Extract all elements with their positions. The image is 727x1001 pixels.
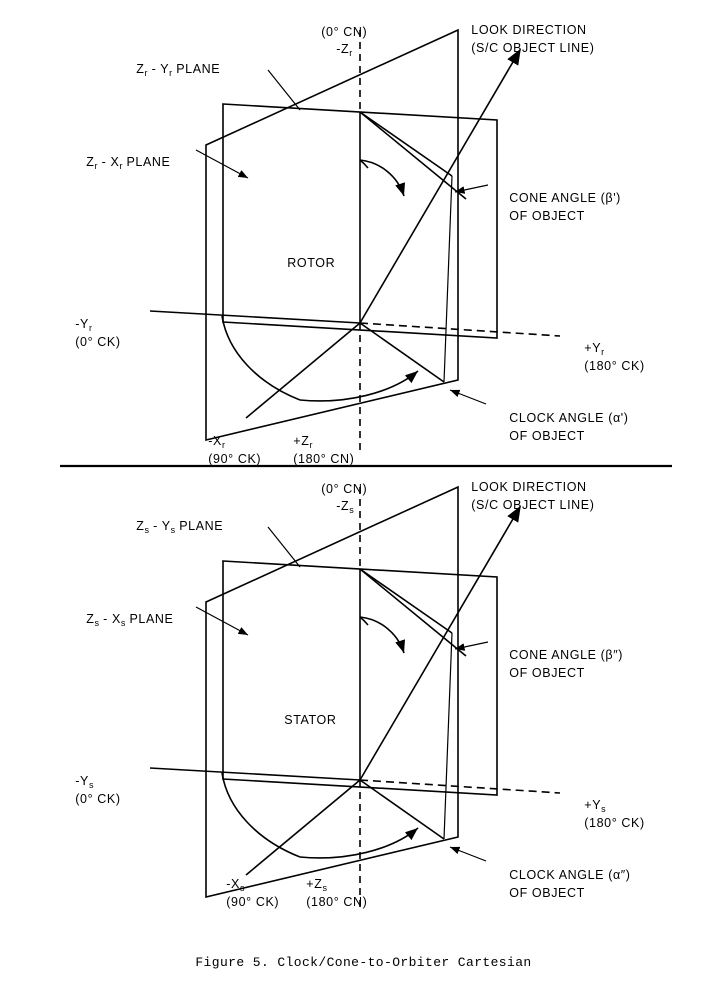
rotor-look-direction-label-1: LOOK DIRECTION [471, 23, 587, 37]
stator-clock-angle-label-2: OF OBJECT [509, 886, 585, 900]
stator-posy-axis [360, 780, 560, 793]
stator-top-axis-label: $-Z_s$ [336, 499, 354, 515]
stator-zy-plane-label: $Z_s - Y_s$ PLANE [136, 519, 224, 535]
rotor-clock-angle-arc [300, 371, 418, 401]
stator-posy-label-2: (180° CK) [584, 816, 645, 830]
stator-negy-axis [150, 768, 360, 780]
rotor-negx-axis [246, 323, 360, 418]
stator-zx-plane-label: $Z_s - X_s$ PLANE [86, 612, 174, 628]
rotor-zx-plane-label: $Z_r - X_r$ PLANE [86, 155, 171, 171]
rotor-negx-label-1: $-X_r$ [208, 434, 225, 450]
rotor-posy-label-2: (180° CK) [584, 359, 645, 373]
rotor-cone-helper-2 [360, 112, 452, 176]
stator-clock-angle-arc [300, 828, 418, 858]
rotor-cone-helper-1 [360, 112, 466, 199]
stator-negx-axis [246, 780, 360, 875]
rotor-top-axis-label: $-Z_r$ [336, 42, 353, 58]
stator-cone-angle-label-2: OF OBJECT [509, 666, 585, 680]
rotor-zy-plane-label: $Z_r - Y_r$ PLANE [136, 62, 221, 78]
rotor-negx-label-2: (90° CK) [208, 452, 262, 466]
stator-zx-leader [196, 607, 248, 635]
rotor-posy-axis [360, 323, 560, 336]
stator-zy-leader [268, 527, 300, 567]
rotor-cone-leader [455, 185, 488, 192]
stator-posz-label-1: $+Z_s$ [306, 877, 327, 893]
rotor-cone-angle-label-1: CONE ANGLE (β') [509, 191, 621, 205]
stator-posz-label-2: (180° CN) [306, 895, 368, 909]
stator-zx-plane [206, 487, 458, 897]
figure-caption: Figure 5. Clock/Cone-to-Orbiter Cartesian [195, 955, 532, 970]
rotor-negy-label-1: $-Y_r$ [75, 317, 92, 333]
stator-negx-label-1: $-X_s$ [226, 877, 245, 893]
rotor-center-label: ROTOR [287, 256, 336, 270]
rotor-zx-leader [196, 150, 248, 178]
stator-vertical-drop [444, 633, 452, 839]
rotor-vertical-drop [444, 176, 452, 382]
stator-cone-helper-2 [360, 569, 452, 633]
stator-clock-leader [450, 847, 486, 861]
stator-cone-helper-1 [360, 569, 466, 656]
stator-negx-label-2: (90° CK) [226, 895, 280, 909]
rotor-clock-angle-label-2: OF OBJECT [509, 429, 585, 443]
rotor-cone-angle-label-2: OF OBJECT [509, 209, 585, 223]
stator-negy-label-1: $-Y_s$ [75, 774, 94, 790]
rotor-top-axis-cn-label: (0° CN) [321, 25, 368, 39]
stator-top-axis-cn-label: (0° CN) [321, 482, 368, 496]
rotor-look-direction-label-2: (S/C OBJECT LINE) [471, 41, 595, 55]
rotor-clock-angle-label-1: CLOCK ANGLE (α') [509, 411, 629, 425]
stator-posy-label-1: $+Y_s$ [584, 798, 606, 814]
rotor-zx-plane [206, 30, 458, 440]
stator-cone-leader [455, 642, 488, 649]
stator-clock-arc-left [222, 773, 300, 857]
rotor-posz-label-1: $+Z_r$ [293, 434, 313, 450]
stator-center-label: STATOR [284, 713, 337, 727]
rotor-negy-label-2: (0° CK) [75, 335, 121, 349]
stator-look-direction-label-2: (S/C OBJECT LINE) [471, 498, 595, 512]
rotor-clock-arc-left [222, 316, 300, 400]
stator-look-direction-label-1: LOOK DIRECTION [471, 480, 587, 494]
rotor-zy-leader [268, 70, 300, 110]
stator-cone-angle-label-1: CONE ANGLE (β″) [509, 648, 623, 662]
rotor-posy-label-1: $+Y_r$ [584, 341, 605, 357]
rotor-clock-leader [450, 390, 486, 404]
stator-negy-label-2: (0° CK) [75, 792, 121, 806]
stator-clock-angle-label-1: CLOCK ANGLE (α″) [509, 868, 631, 882]
rotor-posz-label-2: (180° CN) [293, 452, 355, 466]
rotor-negy-axis [150, 311, 360, 323]
